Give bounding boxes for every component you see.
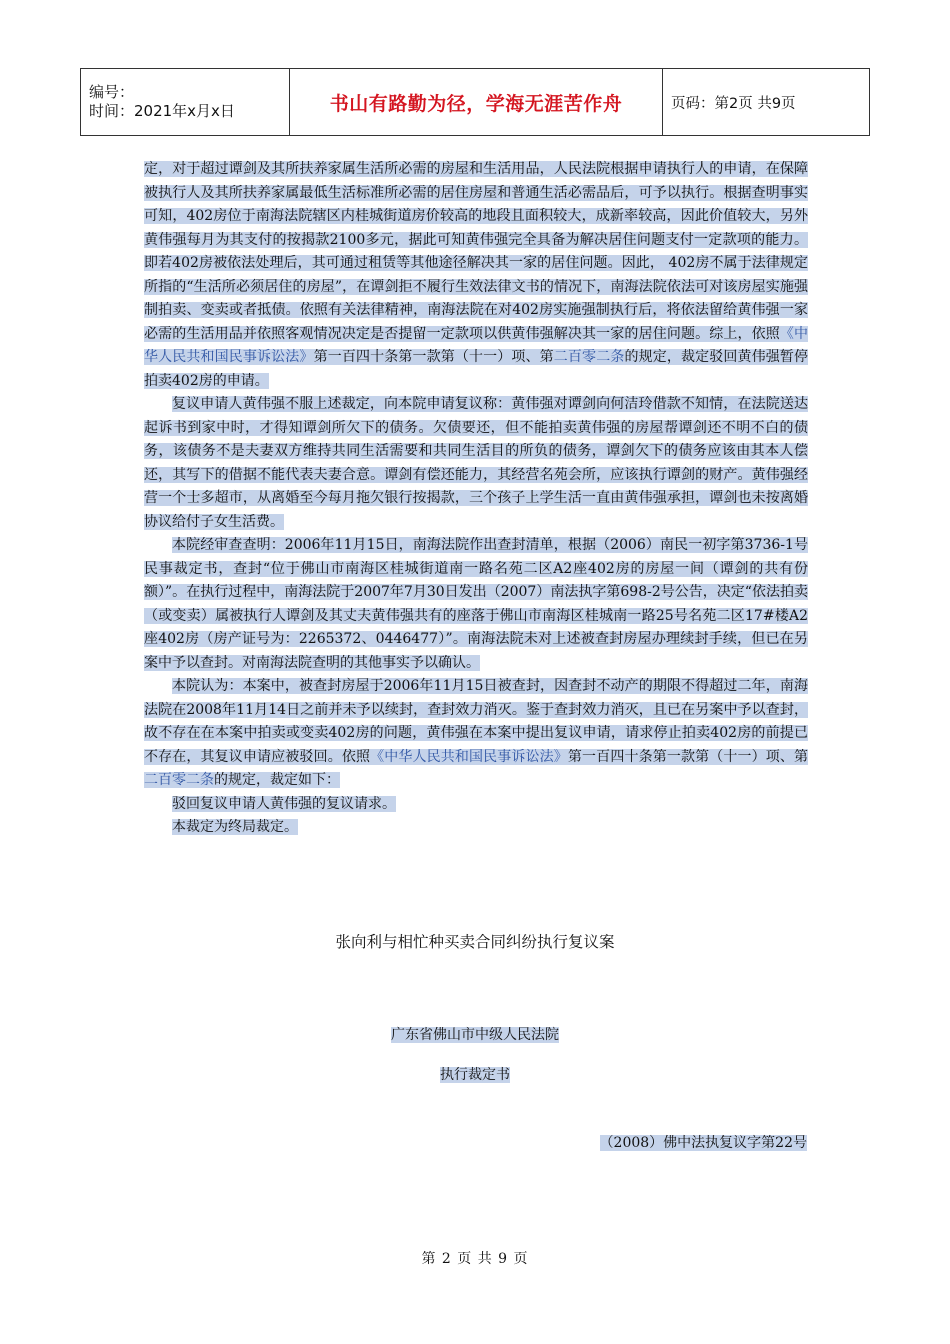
doc-type-wrap [0,1064,950,1084]
court-name-wrap [0,1024,950,1044]
paragraph-1-text-a: 定，对于超过谭剑及其所扶养家属生活所必需的房屋和生活用品，人民法院根据申请执行人的申请，在保障被执行人及其所扶养家属最低生活标准所必需的居住房屋和普通生活必需品后，可予以执行。根据查明事实可知，402房位于南海法院辖区内桂城街道房价较高的地段且面积较大，成新率较高，因此价值较大，另外黄伟强每月为其支付的按揭款2100多元，据此可知黄伟强完全具备为解决居住问题支付一定款项的能力。即若402房被依法处理后，其可通过租赁等其他途径解决其一家的居住问题。因此， 402房不属于法律规定所指的“生活所必须居住的房屋”，在谭剑拒不履行生效法律文书的情况下，南海法院依法可对该房屋实施强制拍卖、变卖或者抵债。依照有关法律精神，南海法院在对402房实施强制执行后，将依法留给黄伟强一家必需的生活用品并依照客观情况决定是否提留一定款项以供黄伟强解决其一家的居住问题。综上，依照 [144,161,808,342]
paragraph-2-text: 复议申请人黄伟强不服上述裁定，向本院申请复议称：黄伟强对谭剑向何洁玲借款不知情，在法院送达起诉书到家中时，才得知谭剑所欠下的债务。欠债要还，但不能拍卖黄伟强的房屋帮谭剑还不明不白的债务，该债务不是夫妻双方维持共同生活需要和共同生活目的所负的债务，谭剑欠下的债务应该由其本人偿还，其写下的借据不能代表夫妻合意。谭剑有偿还能力，其经营名苑会所，应该执行谭剑的财产。黄伟强经营一个士多超市，从离婚至今每月拖欠银行按揭款，三个孩子上学生活一直由黄伟强承担，谭剑也未按离婚协议给付子女生活费。 [144,396,808,530]
law-link-civil-procedure-2[interactable]: 《中华人民共和国民事诉讼法》 [370,748,568,765]
case-title: 张向利与相忙种买卖合同纠纷执行复议案 [335,933,615,951]
paragraph-5 [144,793,808,817]
time-label: 时间：2021年x月x日 [89,102,235,120]
paragraph-4-text-b: 第一百四十条第一款第（十一）项、第 [567,748,809,765]
number-label: 编号： [89,83,135,101]
court-name: 广东省佛山市中级人民法院 [391,1027,559,1043]
paragraph-6 [144,816,808,840]
case-number-wrap [600,1132,807,1152]
doc-type: 执行裁定书 [440,1067,510,1083]
paragraph-4-text-a: 本院认为：本案中，被查封房屋于2006年11月15日被查封，因查封不动产的期限不得超过二年，南海法院在2008年11月14日之前并未予以续封，查封效力消灭。鉴于查封效力消灭，且已在另案中予以查封，故不存在在本案中拍卖或变卖402房的问题，黄伟强在本案中提出复议申请，请求停止拍卖402房的前提已不存在，其复议申请应被驳回。依照 [144,678,808,765]
paragraph-3-text: 本院经审查查明：2006年11月15日，南海法院作出查封清单，根据（2006）南民一初字第3736-1号民事裁定书，查封“位于佛山市南海区桂城街道南一路名苑二区A2座402房的房屋一间（谭剑的共有份额）”。在执行过程中，南海法院于2007年7月30日发出（2007）南法执字第698-2号公告，决定“依法拍卖（或变卖）属被执行人谭剑及其丈夫黄伟强共有的座落于佛山市南海区桂城南一路25号名苑二区17#楼A2座402房（房产证号为：2265372、0446477）”。南海法院未对上述被查封房屋办理续封手续，但已在另案中予以查封。对南海法院查明的其他事实予以确认。 [144,537,808,671]
case-number: （2008）佛中法执复议字第22号 [599,1135,807,1151]
paragraph-4 [144,675,808,793]
paragraph-5-text: 驳回复议申请人黄伟强的复议请求。 [172,795,396,812]
page-footer: 第 2 页 共 9 页 [421,1251,529,1267]
paragraph-1-text-c: 的规定，裁定驳回黄伟强暂停拍卖402房的申请。 [144,349,809,389]
paragraph-6-text: 本裁定为终局裁定。 [172,819,298,835]
paragraph-2 [144,393,808,534]
document-body [144,158,808,840]
law-link-civil-procedure[interactable]: 《中华人民共和国民事诉讼法》 [144,325,809,365]
paragraph-1-text-b: 第一百四十条第一款第（十一）项、第 [313,349,554,365]
law-link-article-202-2[interactable]: 二百零二条 [144,772,214,788]
page-header-table [80,68,870,136]
paragraph-4-text-c: 的规定，裁定如下： [214,772,340,788]
header-page-label: 页码：第2页 共9页 [663,69,870,136]
paragraph-1 [144,158,808,393]
header-motto: 书山有路勤为径，学海无涯苦作舟 [290,69,663,136]
paragraph-3 [144,534,808,675]
header-meta-cell [81,69,290,136]
law-link-article-202[interactable]: 二百零二条 [553,349,625,365]
